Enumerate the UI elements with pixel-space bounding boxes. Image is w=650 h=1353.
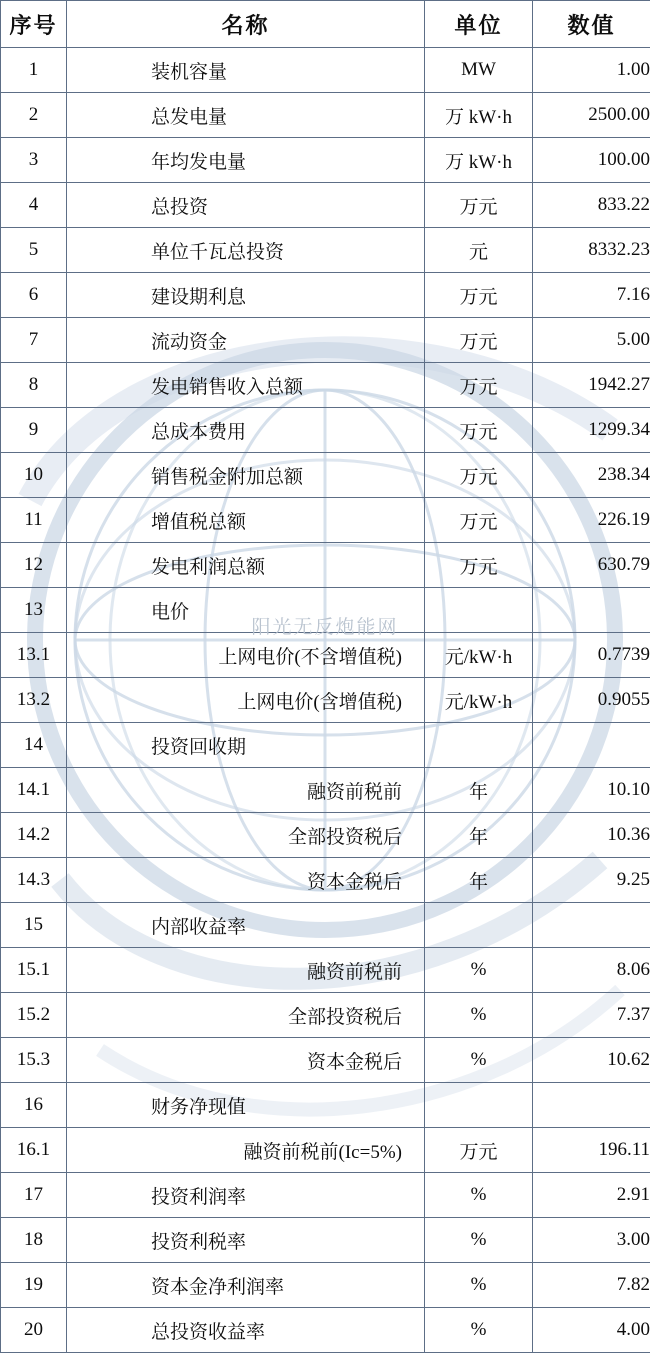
row-unit: 万元 — [425, 273, 533, 318]
row-name: 财务净现值 — [67, 1083, 425, 1128]
row-name: 发电利润总额 — [67, 543, 425, 588]
row-unit: 元 — [425, 228, 533, 273]
table-row — [1, 93, 650, 138]
row-number: 7 — [1, 318, 67, 363]
row-name: 融资前税前 — [67, 768, 425, 813]
row-unit: 万元 — [425, 408, 533, 453]
row-name: 总发电量 — [67, 93, 425, 138]
row-number: 13.2 — [1, 678, 67, 723]
row-number: 13 — [1, 588, 67, 633]
row-name: 发电销售收入总额 — [67, 363, 425, 408]
row-number: 11 — [1, 498, 67, 543]
row-number: 17 — [1, 1173, 67, 1218]
row-name: 增值税总额 — [67, 498, 425, 543]
row-unit: 年 — [425, 858, 533, 903]
table-row — [1, 498, 650, 543]
row-value: 833.22 — [533, 183, 650, 228]
row-name: 全部投资税后 — [67, 993, 425, 1038]
row-number: 8 — [1, 363, 67, 408]
row-number: 15.2 — [1, 993, 67, 1038]
table-row — [1, 543, 650, 588]
row-number: 14.3 — [1, 858, 67, 903]
row-number: 15.1 — [1, 948, 67, 993]
row-unit: 万元 — [425, 1128, 533, 1173]
row-value: 226.19 — [533, 498, 650, 543]
row-unit: % — [425, 1263, 533, 1308]
table-row — [1, 858, 650, 903]
row-value: 10.62 — [533, 1038, 650, 1083]
column-header-unit: 单位 — [425, 1, 533, 48]
row-number: 4 — [1, 183, 67, 228]
table-row — [1, 1308, 650, 1353]
table-row — [1, 1128, 650, 1173]
row-name: 年均发电量 — [67, 138, 425, 183]
row-name: 融资前税前 — [67, 948, 425, 993]
row-number: 14.2 — [1, 813, 67, 858]
table-row — [1, 768, 650, 813]
row-unit: MW — [425, 48, 533, 93]
row-unit: 元/kW·h — [425, 633, 533, 678]
row-number: 9 — [1, 408, 67, 453]
row-name: 资本金税后 — [67, 858, 425, 903]
row-number: 5 — [1, 228, 67, 273]
table-row — [1, 813, 650, 858]
row-name: 装机容量 — [67, 48, 425, 93]
row-name: 建设期利息 — [67, 273, 425, 318]
row-number: 18 — [1, 1218, 67, 1263]
row-name: 流动资金 — [67, 318, 425, 363]
row-name: 上网电价(含增值税) — [67, 678, 425, 723]
row-number: 14.1 — [1, 768, 67, 813]
row-value: 1.00 — [533, 48, 650, 93]
row-unit: % — [425, 1218, 533, 1263]
row-unit: 万元 — [425, 453, 533, 498]
row-number: 10 — [1, 453, 67, 498]
row-name: 投资利润率 — [67, 1173, 425, 1218]
row-number: 15.3 — [1, 1038, 67, 1083]
row-number: 19 — [1, 1263, 67, 1308]
column-header-value: 数值 — [533, 1, 650, 48]
table-row — [1, 228, 650, 273]
row-value — [533, 588, 650, 633]
row-value: 9.25 — [533, 858, 650, 903]
row-unit: 年 — [425, 813, 533, 858]
row-number: 13.1 — [1, 633, 67, 678]
row-value: 0.7739 — [533, 633, 650, 678]
column-header-no: 序号 — [1, 1, 67, 48]
table-row — [1, 273, 650, 318]
row-value: 100.00 — [533, 138, 650, 183]
row-name: 总投资 — [67, 183, 425, 228]
row-name: 电价 — [67, 588, 425, 633]
row-name: 资本金税后 — [67, 1038, 425, 1083]
row-unit: 万元 — [425, 318, 533, 363]
table-body — [1, 48, 650, 1353]
table-row — [1, 633, 650, 678]
row-value: 0.9055 — [533, 678, 650, 723]
row-value: 1942.27 — [533, 363, 650, 408]
row-unit: % — [425, 948, 533, 993]
row-name: 投资利税率 — [67, 1218, 425, 1263]
table-row — [1, 318, 650, 363]
row-name: 总成本费用 — [67, 408, 425, 453]
row-number: 6 — [1, 273, 67, 318]
table-row — [1, 588, 650, 633]
row-value: 8.06 — [533, 948, 650, 993]
table-row — [1, 48, 650, 93]
row-unit: % — [425, 1173, 533, 1218]
row-name: 单位千瓦总投资 — [67, 228, 425, 273]
table-header-row — [1, 1, 650, 48]
row-name: 上网电价(不含增值税) — [67, 633, 425, 678]
row-value — [533, 1083, 650, 1128]
row-name: 总投资收益率 — [67, 1308, 425, 1353]
table-row — [1, 723, 650, 768]
row-value: 2500.00 — [533, 93, 650, 138]
row-number: 12 — [1, 543, 67, 588]
row-value: 8332.23 — [533, 228, 650, 273]
table-row — [1, 678, 650, 723]
row-value: 2.91 — [533, 1173, 650, 1218]
row-unit: 元/kW·h — [425, 678, 533, 723]
watermark-text: 阳光无反炮能网 — [251, 612, 398, 639]
row-unit: 万元 — [425, 498, 533, 543]
row-unit: 万 kW·h — [425, 93, 533, 138]
row-value: 10.10 — [533, 768, 650, 813]
row-number: 14 — [1, 723, 67, 768]
table-row — [1, 1263, 650, 1308]
row-number: 20 — [1, 1308, 67, 1353]
row-value: 7.37 — [533, 993, 650, 1038]
row-value: 7.82 — [533, 1263, 650, 1308]
row-unit — [425, 1083, 533, 1128]
row-value: 630.79 — [533, 543, 650, 588]
row-value: 1299.34 — [533, 408, 650, 453]
row-name: 销售税金附加总额 — [67, 453, 425, 498]
row-unit: % — [425, 1038, 533, 1083]
row-value: 10.36 — [533, 813, 650, 858]
row-unit — [425, 588, 533, 633]
table-row — [1, 1173, 650, 1218]
table-row — [1, 903, 650, 948]
row-value: 5.00 — [533, 318, 650, 363]
row-unit: % — [425, 1308, 533, 1353]
row-value: 4.00 — [533, 1308, 650, 1353]
row-name: 资本金净利润率 — [67, 1263, 425, 1308]
row-value: 3.00 — [533, 1218, 650, 1263]
table-row — [1, 363, 650, 408]
row-number: 16.1 — [1, 1128, 67, 1173]
table-row — [1, 1083, 650, 1128]
row-value — [533, 903, 650, 948]
row-unit — [425, 903, 533, 948]
table-row — [1, 993, 650, 1038]
table-row — [1, 948, 650, 993]
row-unit: 万元 — [425, 543, 533, 588]
row-value: 196.11 — [533, 1128, 650, 1173]
row-unit: % — [425, 993, 533, 1038]
table-row — [1, 1218, 650, 1263]
row-unit — [425, 723, 533, 768]
row-name: 内部收益率 — [67, 903, 425, 948]
row-value: 7.16 — [533, 273, 650, 318]
table-row — [1, 1038, 650, 1083]
row-name: 融资前税前(Ic=5%) — [67, 1128, 425, 1173]
row-unit: 万 kW·h — [425, 138, 533, 183]
table-row — [1, 453, 650, 498]
row-number: 15 — [1, 903, 67, 948]
row-name: 投资回收期 — [67, 723, 425, 768]
row-number: 16 — [1, 1083, 67, 1128]
row-number: 1 — [1, 48, 67, 93]
row-unit: 年 — [425, 768, 533, 813]
row-unit: 万元 — [425, 363, 533, 408]
row-value — [533, 723, 650, 768]
row-value: 238.34 — [533, 453, 650, 498]
row-name: 全部投资税后 — [67, 813, 425, 858]
table-row — [1, 138, 650, 183]
column-header-name: 名称 — [67, 1, 425, 48]
row-number: 3 — [1, 138, 67, 183]
table-row — [1, 408, 650, 453]
table-row — [1, 183, 650, 228]
row-number: 2 — [1, 93, 67, 138]
row-unit: 万元 — [425, 183, 533, 228]
